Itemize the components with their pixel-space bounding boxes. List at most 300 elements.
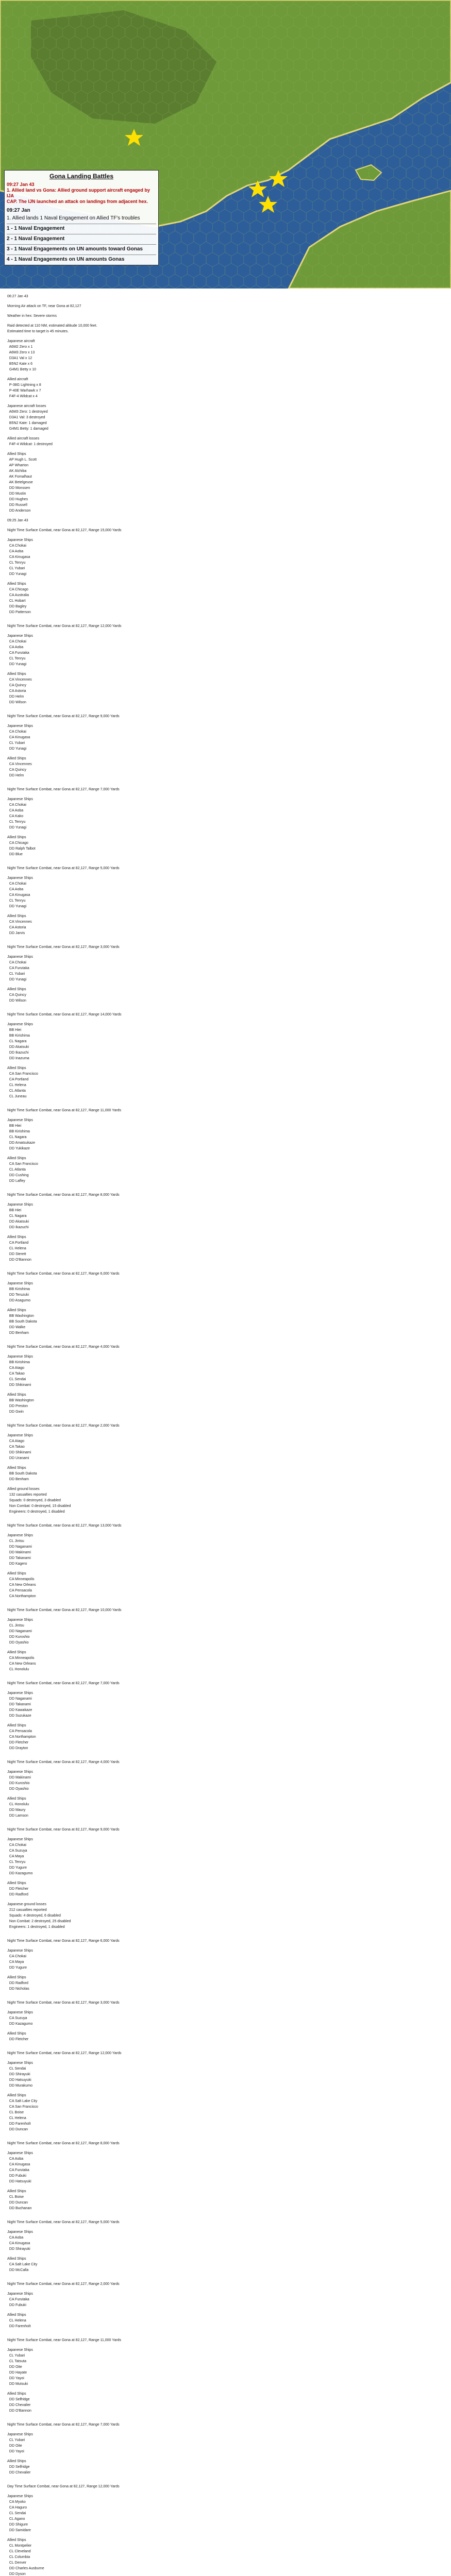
report-line: CL Denver <box>7 2561 27 2565</box>
report-line: DD Duncan <box>7 2128 28 2131</box>
report-spacer <box>7 1897 444 1902</box>
report-line: Allied Ships <box>7 1572 26 1575</box>
report-line: DD Hayate <box>7 2371 27 2375</box>
overlay-summary <box>7 182 156 204</box>
report-spacer <box>7 709 444 714</box>
report-line: 09:25 Jan 43 <box>7 519 28 522</box>
report-line: DD Teruzuki <box>7 1293 29 1297</box>
report-spacer <box>7 2454 444 2459</box>
report-spacer <box>7 1482 444 1486</box>
report-line: Japanese Ships <box>7 955 33 959</box>
report-line: Raid detected at 110 NM, estimated altitude 10,000 feet. <box>7 324 97 328</box>
report-combat-header: Night Time Surface Combat, near Gona at 82,127, Range 4,000 Yards <box>7 1760 120 1764</box>
report-line: Squads: 4 destroyed, 6 disabled <box>7 1914 61 1918</box>
report-spacer <box>7 1104 444 1108</box>
report-spacer <box>7 334 444 338</box>
report-line: DD O'Bannon <box>7 2409 31 2413</box>
report-line: D3A1 Val: 3 destroyed <box>7 416 45 419</box>
report-spacer <box>7 1188 444 1192</box>
report-line: CL Hobart <box>7 599 26 603</box>
report-line: DD Oyashio <box>7 1641 29 1645</box>
report-line: CL Montpelier <box>7 2544 32 2548</box>
report-line: Japanese Ships <box>7 1203 33 1207</box>
report-line: Japanese Ships <box>7 1838 33 1841</box>
report-line: Japanese Ships <box>7 2061 33 2065</box>
report-combat-header: Night Time Surface Combat, near Gona at 82,127, Range 9,000 Yards <box>7 715 120 718</box>
report-line: P-38G Lightning x 8 <box>7 383 41 387</box>
report-combat-header: Night Time Surface Combat, near Gona at 82,127, Range 13,000 Yards <box>7 1524 122 1528</box>
report-line: Japanese Ships <box>7 2348 33 2352</box>
report-line: CL Boise <box>7 2111 24 2114</box>
report-spacer <box>7 1765 444 1769</box>
report-line: Morning Air attack on TF, near Gona at 82,127 <box>7 304 81 308</box>
report-spacer <box>7 792 444 796</box>
report-spacer <box>7 2489 444 2494</box>
overlay-summary-line: CAP. The IJN launched an attack on landings from adjacent hex. <box>7 198 148 204</box>
report-line: Allied Ships <box>7 1651 26 1654</box>
report-line: Japanese Ships <box>7 634 33 638</box>
report-spacer <box>7 1263 444 1267</box>
report-line: CA Australia <box>7 594 29 597</box>
report-line: Allied Ships <box>7 1724 26 1727</box>
report-line: CA Aoba <box>7 888 24 891</box>
report-line: DD Farenholt <box>7 2325 31 2328</box>
report-line: DD Suzukaze <box>7 1714 31 1718</box>
report-line: CL Tatsuta <box>7 2360 26 2363</box>
report-spacer <box>7 2132 444 2137</box>
report-spacer <box>7 2343 444 2347</box>
report-line: DD Yunagi <box>7 826 27 829</box>
report-line: Weather in hex: Severe storms <box>7 314 57 318</box>
report-line: DD Murakumo <box>7 2084 33 2088</box>
report-line: BB Hiei <box>7 1028 22 1032</box>
report-line: Allied Ships <box>7 582 26 586</box>
report-line: DD Wilson <box>7 701 26 704</box>
report-spacer <box>7 783 444 787</box>
report-line: Japanese aircraft losses <box>7 404 46 408</box>
report-line: CA New Orleans <box>7 1662 36 1666</box>
report-line: DD Kagero <box>7 1562 27 1566</box>
report-combat-header: Night Time Surface Combat, near Gona at 82,127, Range 10,000 Yards <box>7 1608 122 1612</box>
report-line: B5N2 Kate x 6 <box>7 362 33 366</box>
report-spacer <box>7 1599 444 1603</box>
report-line: CA Vincennes <box>7 678 32 682</box>
report-line: CA Chokai <box>7 1955 26 1958</box>
report-line: DD Shirayuki <box>7 2247 30 2251</box>
report-line: DD Helm <box>7 774 24 777</box>
report-line: DD Chevalier <box>7 2403 31 2407</box>
report-line: DD Oite <box>7 2444 22 2448</box>
report-combat-header: Night Time Surface Combat, near Gona at 82,127, Range 12,000 Yards <box>7 624 122 628</box>
report-spacer <box>7 1519 444 1523</box>
overlay-section[interactable]: 1 - 1 Naval Engagement <box>7 224 156 232</box>
report-spacer <box>7 1792 444 1796</box>
report-line: DD Shigure <box>7 2523 28 2527</box>
report-line: DD Monssen <box>7 486 30 490</box>
report-line: CA San Francisco <box>7 1072 38 1076</box>
report-line: DD Yugure <box>7 1966 27 1970</box>
report-line: CL Tenryu <box>7 899 26 903</box>
report-line: CA Aoba <box>7 646 24 649</box>
report-line: Estimated time to target is 45 minutes. <box>7 330 69 333</box>
report-line: Allied Ships <box>7 914 26 918</box>
report-line: CA Portland <box>7 1241 29 1245</box>
report-line: Allied Ships <box>7 2313 26 2317</box>
report-line: Japanese Ships <box>7 876 33 880</box>
report-spacer <box>7 1751 444 1755</box>
report-line: CA Aoba <box>7 809 24 812</box>
report-line: Allied Ships <box>7 2538 26 2542</box>
report-line: Allied aircraft losses <box>7 437 40 440</box>
report-spacer <box>7 299 444 303</box>
report-combat-header: Night Time Surface Combat, near Gona at 82,127, Range 7,000 Yards <box>7 2423 120 2427</box>
report-line: DD Ikazuchi <box>7 1226 29 1229</box>
report-spacer <box>7 2333 444 2337</box>
report-line: DD Yayoi <box>7 2377 24 2380</box>
report-line: CL Atlanta <box>7 1168 26 1172</box>
report-spacer <box>7 1930 444 1934</box>
report-line: DD Kazagumo <box>7 2022 33 2026</box>
report-combat-header: Night Time Surface Combat, near Gona at 82,127, Range 6,000 Yards <box>7 1272 120 1276</box>
report-line: DD Kazagumo <box>7 1872 33 1875</box>
report-combat-header: Night Time Surface Combat, near Gona at 82,127, Range 2,000 Yards <box>7 1424 120 1428</box>
report-line: BB South Dakota <box>7 1320 37 1324</box>
report-line: CL Helena <box>7 2116 26 2120</box>
report-line: Allied Ships <box>7 2032 26 2036</box>
report-line: DD Gwin <box>7 1410 24 1414</box>
report-line: CA Furutaka <box>7 2168 29 2172</box>
report-spacer <box>7 319 444 323</box>
report-line: DD Yunagi <box>7 978 27 981</box>
report-line: DD Kawakaze <box>7 1708 32 1712</box>
report-line: Japanese ground losses <box>7 1903 46 1906</box>
overlay-summary-line: 09:27 Jan 43 <box>7 182 35 188</box>
report-spacer <box>7 1971 444 1975</box>
report-line: CL Helena <box>7 1247 26 1250</box>
report-spacer <box>7 831 444 835</box>
report-line: DD McCalla <box>7 2268 29 2272</box>
report-spacer <box>7 1996 444 2000</box>
report-spacer <box>7 2428 444 2432</box>
report-spacer <box>7 752 444 756</box>
combat-report-overlay <box>4 170 159 265</box>
report-line: Japanese Ships <box>7 1434 33 1437</box>
report-spacer <box>7 533 444 537</box>
report-spacer <box>7 871 444 875</box>
report-line: DD Yunagi <box>7 747 27 751</box>
report-line: CA Vincennes <box>7 762 32 766</box>
report-line: CL Yubari <box>7 2438 25 2442</box>
report-spacer <box>7 2184 444 2189</box>
report-spacer <box>7 1567 444 1571</box>
report-line: Allied Ships <box>7 1235 26 1239</box>
report-line: Allied Ships <box>7 1393 26 1397</box>
report-line: CA Suzuya <box>7 1849 27 1853</box>
report-line: Allied Ships <box>7 1066 26 1070</box>
report-line: DD Blue <box>7 853 23 856</box>
report-line: CA Atago <box>7 1439 25 1443</box>
report-spacer <box>7 1876 444 1880</box>
report-line: Japanese Ships <box>7 2011 33 2014</box>
report-spacer <box>7 705 444 709</box>
report-spacer <box>7 1388 444 1392</box>
combat-report-text <box>0 289 451 2576</box>
report-line: CA Myoko <box>7 2500 26 2504</box>
report-line: DD Nicholas <box>7 1987 29 1991</box>
report-line: BB Kirishima <box>7 1034 30 1038</box>
report-combat-header: Night Time Surface Combat, near Gona at 82,127, Range 3,000 Yards <box>7 2001 120 2005</box>
report-line: BB Washington <box>7 1314 34 1318</box>
report-line: Allied Ships <box>7 1309 26 1312</box>
report-line: BB Kirishima <box>7 1287 30 1291</box>
report-line: DD Kuroshio <box>7 1782 30 1785</box>
report-line: CA Chicago <box>7 841 28 845</box>
report-line: DD Sterett <box>7 1252 26 1256</box>
report-line: 212 casualties reported <box>7 1908 47 1912</box>
report-line: Japanese Ships <box>7 2292 33 2296</box>
report-line: DD Shirayuki <box>7 2073 30 2076</box>
report-line: DD Hughes <box>7 498 28 501</box>
report-line: Allied Ships <box>7 1797 26 1801</box>
report-line: Japanese Ships <box>7 1618 33 1622</box>
report-spacer <box>7 1099 444 1104</box>
report-spacer <box>7 2476 444 2480</box>
report-spacer <box>7 2387 444 2391</box>
report-spacer <box>7 1515 444 1519</box>
report-line: DD Duncan <box>7 2201 28 2205</box>
report-line: CA Suzuya <box>7 2016 27 2020</box>
overlay-section[interactable]: 3 - 1 Naval Engagements on UN amounts toward Gonas <box>7 244 156 252</box>
report-line: CL Tenryu <box>7 820 26 824</box>
report-line: CL Sendai <box>7 1378 26 1381</box>
report-line: AK Alchiba <box>7 469 27 473</box>
report-spacer <box>7 447 444 451</box>
report-line: DD Russell <box>7 503 27 507</box>
report-line: CA Chokai <box>7 882 26 886</box>
report-spacer <box>7 372 444 377</box>
report-spacer <box>7 1823 444 1827</box>
report-line: CL Honolulu <box>7 1668 29 1671</box>
report-spacer <box>7 2225 444 2229</box>
report-line: CA Kinugasa <box>7 2242 30 2245</box>
report-line: CA Chokai <box>7 961 26 964</box>
report-line: Allied Ships <box>7 1157 26 1160</box>
report-line: BB Kirishima <box>7 1361 30 1364</box>
report-line: DD Laffey <box>7 1179 25 1183</box>
report-line: DD Shikinami <box>7 1383 31 1387</box>
report-spacer <box>7 1686 444 1690</box>
report-line: DD Yukikaze <box>7 1147 30 1150</box>
report-line: CA Chokai <box>7 1843 26 1847</box>
report-line: CA Portland <box>7 1078 29 1081</box>
report-line: CA Salt Lake City <box>7 2263 38 2266</box>
report-spacer <box>7 1603 444 1607</box>
report-line: DD Naganami <box>7 1630 32 1633</box>
report-spacer <box>7 514 444 518</box>
report-spacer <box>7 2277 444 2281</box>
report-line: DD Fletcher <box>7 1887 29 1891</box>
report-spacer <box>7 2480 444 2484</box>
report-combat-header: Night Time Surface Combat, near Gona at 82,127, Range 11,000 Yards <box>7 2338 122 2342</box>
report-line: Japanese Ships <box>7 1770 33 1774</box>
report-spacer <box>7 1429 444 1433</box>
report-line: CL Honolulu <box>7 1803 29 1806</box>
report-line: DD Yayoi <box>7 2450 24 2453</box>
report-line: CL Yubari <box>7 972 25 976</box>
report-line: CA Aoba <box>7 2236 24 2240</box>
report-line: Non Combat: 2 destroyed, 25 disabled <box>7 1920 71 1923</box>
report-line: CL Helena <box>7 2319 26 2323</box>
report-spacer <box>7 577 444 581</box>
report-line: CA Furutaka <box>7 967 29 970</box>
report-spacer <box>7 2146 444 2150</box>
report-line: DD Asagumo <box>7 1299 31 1302</box>
report-spacer <box>7 1340 444 1344</box>
report-spacer <box>7 667 444 671</box>
report-line: CA New Orleans <box>7 1583 36 1587</box>
report-combat-header: Night Time Surface Combat, near Gona at 82,127, Range 7,000 Yards <box>7 1682 120 1685</box>
report-line: DD Samidare <box>7 2529 31 2532</box>
report-line: AP Hugh L. Scott <box>7 458 37 462</box>
report-line: Japanese Ships <box>7 2151 33 2155</box>
report-line: CA Pensacola <box>7 1589 32 1592</box>
report-line: CA Minneapolis <box>7 1656 35 1660</box>
report-line: DD Makinami <box>7 1551 31 1554</box>
report-line: DD Fletcher <box>7 1741 29 1744</box>
report-line: DD Radford <box>7 1893 28 1896</box>
report-line: CL Tenryu <box>7 561 26 565</box>
report-line: DD Shikinami <box>7 1451 31 1454</box>
report-line: DD Takanami <box>7 1556 31 1560</box>
report-combat-header: Night Time Surface Combat, near Gona at 82,127, Range 3,000 Yards <box>7 945 120 949</box>
report-line: Allied Ships <box>7 988 26 991</box>
report-combat-header: Night Time Surface Combat, near Gona at 82,127, Range 12,000 Yards <box>7 2052 122 2055</box>
report-spacer <box>7 619 444 623</box>
report-line: 06:27 Jan 43 <box>7 295 28 298</box>
report-line: Allied Ships <box>7 2190 26 2193</box>
report-line: Allied Ships <box>7 1882 26 1885</box>
report-line: DD Amatsukaze <box>7 1141 36 1145</box>
report-line: DD Yunagi <box>7 905 27 908</box>
report-line: Japanese Ships <box>7 2230 33 2234</box>
overlay-section[interactable]: 4 - 1 Naval Engagements on UN amounts Gonas <box>7 255 156 263</box>
report-line: CL Yubari <box>7 741 25 745</box>
report-line: CA Quincy <box>7 684 26 687</box>
report-line: CA Haguro <box>7 2506 27 2510</box>
report-line: DD Oite <box>7 2365 22 2369</box>
report-line: CA Astoria <box>7 689 26 693</box>
report-spacer <box>7 1613 444 1617</box>
report-line: DD Radford <box>7 1981 28 1985</box>
report-line: 132 casualties reported <box>7 1493 47 1497</box>
report-line: CA Aoba <box>7 550 24 553</box>
report-spacer <box>7 1350 444 1354</box>
report-spacer <box>7 950 444 954</box>
report-spacer <box>7 399 444 403</box>
report-line: CA Maya <box>7 1855 24 1858</box>
report-line: CA Quincy <box>7 993 26 997</box>
report-spacer <box>7 1113 444 1117</box>
report-line: DD Chevalier <box>7 2471 31 2475</box>
report-line: CA Kako <box>7 815 24 818</box>
report-line: AP Wharton <box>7 464 29 467</box>
report-spacer <box>7 1004 444 1008</box>
report-spacer <box>7 857 444 861</box>
report-combat-header: Night Time Surface Combat, near Gona at 82,127, Range 14,000 Yards <box>7 1013 122 1016</box>
report-spacer <box>7 2287 444 2291</box>
map-view[interactable] <box>0 0 451 289</box>
report-spacer <box>7 936 444 940</box>
report-line: Japanese Ships <box>7 798 33 801</box>
report-line: Japanese Ships <box>7 538 33 542</box>
report-line: CA Kinugasa <box>7 555 30 559</box>
overlay-section[interactable]: 2 - 1 Naval Engagement <box>7 234 156 242</box>
report-spacer <box>7 861 444 866</box>
report-line: BB South Dakota <box>7 1472 37 1476</box>
report-spacer <box>7 1944 444 1948</box>
report-line: DD Walke <box>7 1326 26 1329</box>
report-combat-header: Night Time Surface Combat, near Gona at 82,127, Range 9,000 Yards <box>7 1828 120 1832</box>
report-combat-header: Night Time Surface Combat, near Gona at 82,127, Range 2,000 Yards <box>7 2282 120 2286</box>
report-line: Japanese Ships <box>7 1023 33 1026</box>
report-spacer <box>7 2215 444 2219</box>
report-line: DD Naganami <box>7 1545 32 1549</box>
report-combat-header: Night Time Surface Combat, near Gona at 82,127, Range 15,000 Yards <box>7 529 122 532</box>
report-combat-header: Night Time Surface Combat, near Gona at 82,127, Range 7,000 Yards <box>7 788 120 791</box>
report-line: Allied Ships <box>7 1976 26 1979</box>
report-spacer <box>7 2027 444 2031</box>
report-line: CA Chokai <box>7 640 26 643</box>
report-combat-header: Day Time Surface Combat, near Gona at 82,127, Range 12,000 Yards <box>7 2485 120 2488</box>
report-line: CA San Francisco <box>7 1162 38 1166</box>
report-line: CA Quincy <box>7 768 26 772</box>
report-line: DD Yunagi <box>7 572 27 576</box>
report-spacer <box>7 1151 444 1156</box>
report-line: CL Tenryu <box>7 1860 26 1864</box>
report-spacer <box>7 1719 444 1723</box>
report-line: CL Nagara <box>7 1214 27 1218</box>
report-combat-header: Night Time Surface Combat, near Gona at 82,127, Range 5,000 Yards <box>7 2221 120 2224</box>
report-line: DD Preston <box>7 1404 28 1408</box>
report-line: Allied Ships <box>7 757 26 760</box>
report-line: Japanese Ships <box>7 1534 33 1537</box>
report-spacer <box>7 2211 444 2215</box>
report-spacer <box>7 1267 444 1271</box>
report-spacer <box>7 1992 444 1996</box>
report-spacer <box>7 2137 444 2141</box>
report-line: Allied Ships <box>7 672 26 676</box>
report-combat-header: Night Time Surface Combat, near Gona at 82,127, Range 8,000 Yards <box>7 2142 120 2145</box>
report-spacer <box>7 778 444 783</box>
report-line: DD Benham <box>7 1331 29 1335</box>
report-line: AK Fomalhaut <box>7 475 32 479</box>
report-line: CA Salt Lake City <box>7 2099 38 2103</box>
report-line: DD Anderson <box>7 509 31 513</box>
report-line: DD Naganami <box>7 1697 32 1701</box>
report-spacer <box>7 615 444 619</box>
report-line: CL Boise <box>7 2195 24 2199</box>
report-combat-header: Night Time Surface Combat, near Gona at 82,127, Range 6,000 Yards <box>7 1939 120 1943</box>
report-spacer <box>7 2252 444 2256</box>
report-line: AK Betelgeuse <box>7 481 33 484</box>
report-line: Allied Ships <box>7 452 26 456</box>
report-line: DD Fubuki <box>7 2303 26 2307</box>
report-line: CA San Francisco <box>7 2105 38 2109</box>
report-line: B5N2 Kate: 1 damaged <box>7 421 47 425</box>
report-line: DD Buchanan <box>7 2207 32 2210</box>
report-line: DD Inazuma <box>7 1057 29 1060</box>
report-line: DD Mutsuki <box>7 2382 28 2386</box>
